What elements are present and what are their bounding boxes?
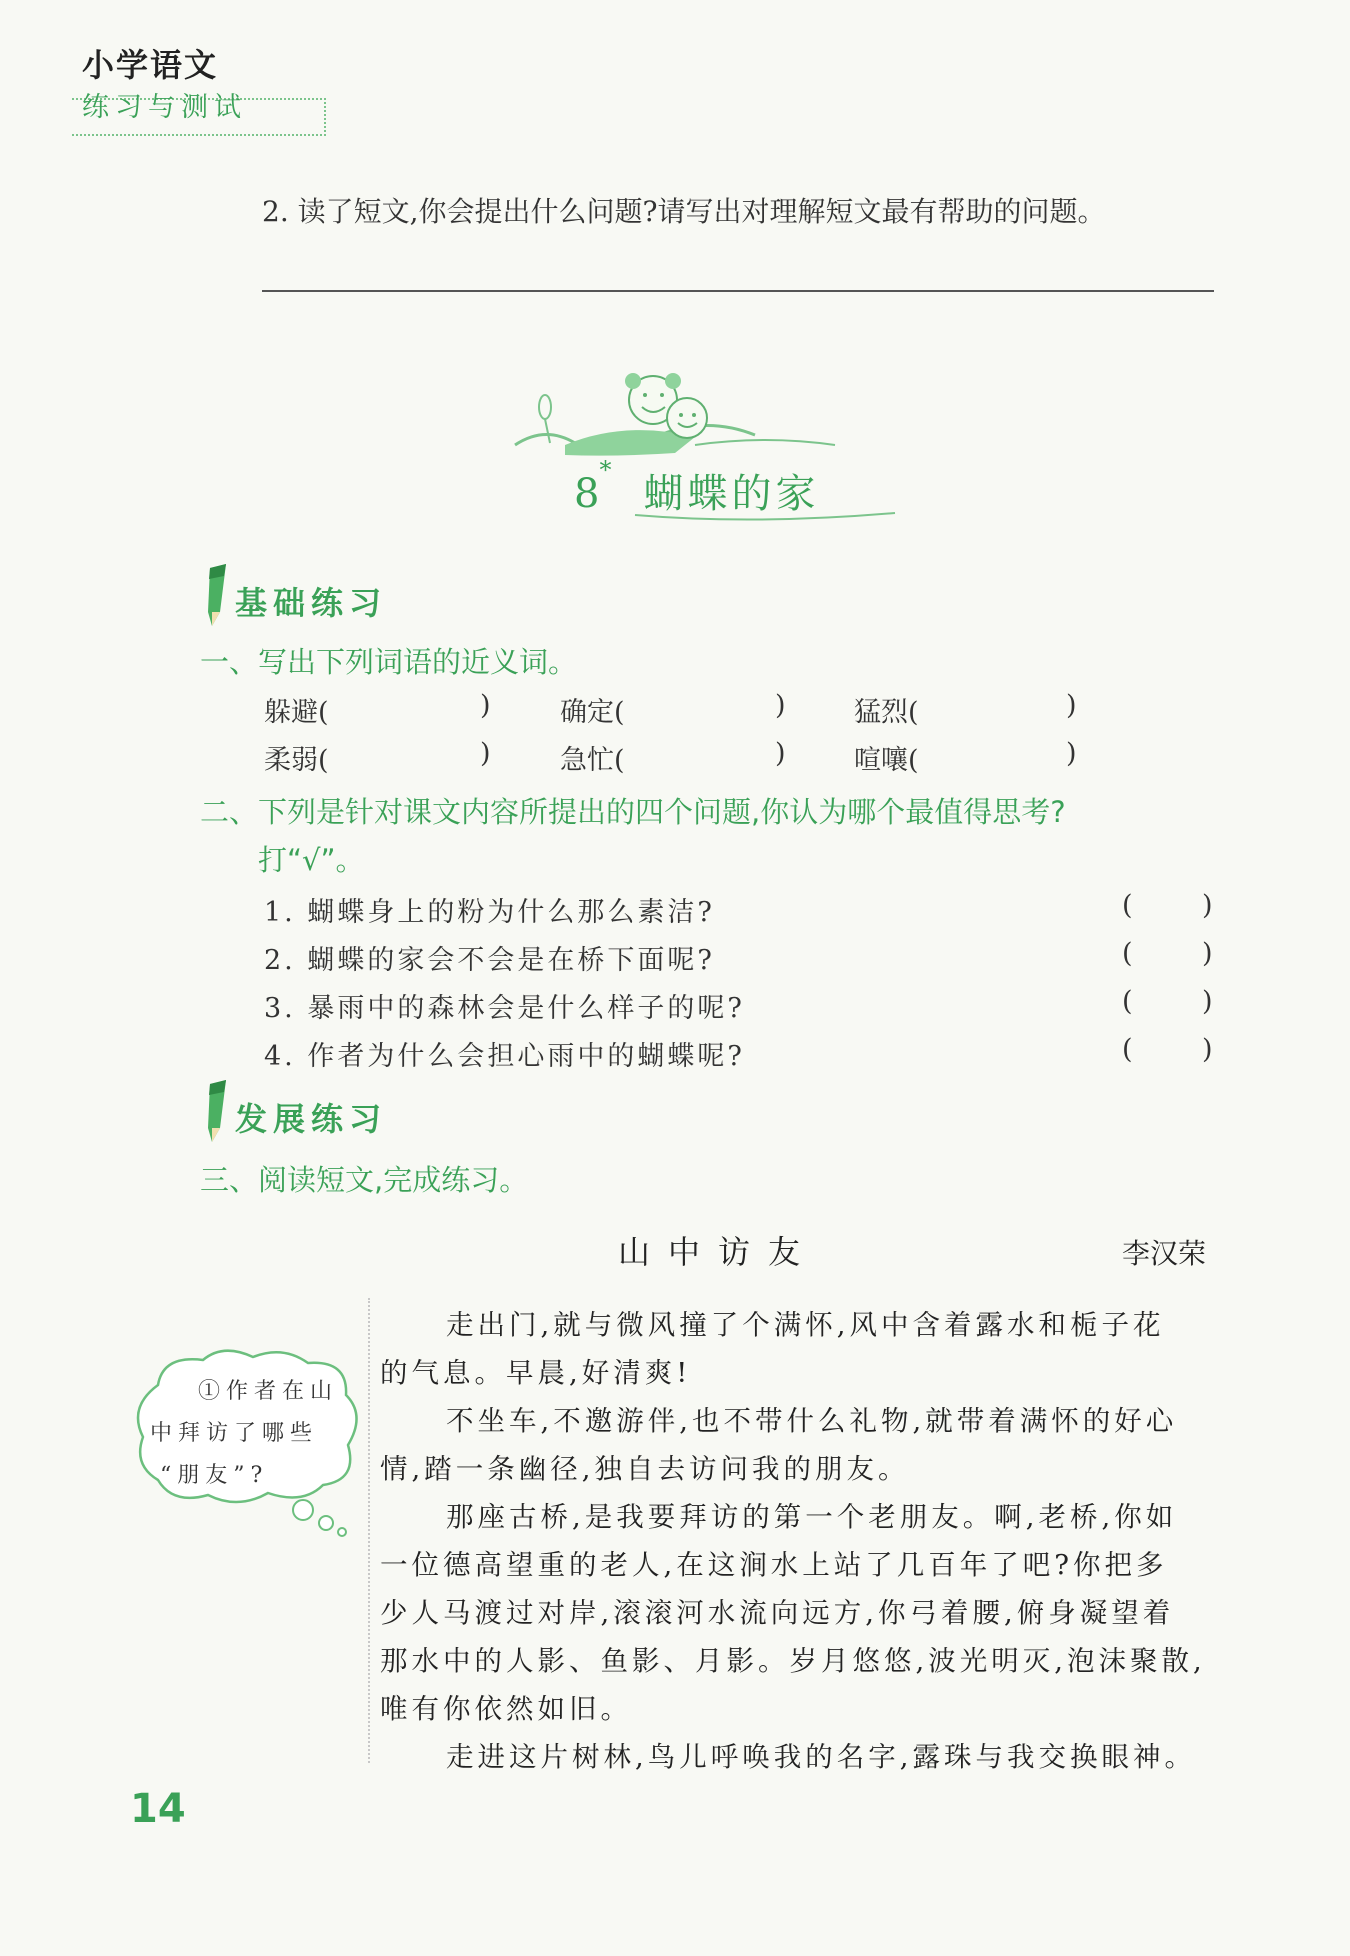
side-note-line: “朋友”?: [160, 1463, 269, 1488]
answer-close-paren: ): [1202, 986, 1213, 1017]
section-basic: 基础练习: [235, 584, 388, 622]
story-line: 情,踏一条幽径,独自去访问我的朋友。: [380, 1453, 910, 1485]
word-item: 柔弱(: [264, 745, 329, 776]
story-line: 不坐车,不邀游伴,也不带什么礼物,就带着满怀的好心: [446, 1405, 1178, 1437]
margin-separator: [368, 1298, 370, 1763]
side-note-line: ①作者在山: [198, 1379, 339, 1404]
answer-close-paren: ): [1202, 890, 1213, 921]
lesson-name: 蝴蝶的家: [643, 471, 820, 517]
page-number: 14: [130, 1786, 186, 1832]
close-paren: ): [1066, 690, 1077, 721]
question-item: 1. 蝴蝶身上的粉为什么那么素洁?: [264, 897, 715, 928]
exercise2-heading-cont: 打“√”。: [258, 843, 365, 877]
story-line: 一位德高望重的老人,在这涧水上站了几百年了吧?你把多: [380, 1549, 1168, 1581]
close-paren: ): [480, 738, 491, 769]
question-item: 4. 作者为什么会担心雨中的蝴蝶呢?: [264, 1041, 745, 1072]
story-line: 走出门,就与微风撞了个满怀,风中含着露水和栀子花: [446, 1309, 1165, 1341]
answer-open-paren: (: [1122, 986, 1133, 1017]
lesson-title: [574, 456, 820, 519]
story-line: 那座古桥,是我要拜访的第一个老朋友。啊,老桥,你如: [446, 1501, 1178, 1533]
story-line: 走进这片树林,鸟儿呼唤我的名字,露珠与我交换眼神。: [446, 1741, 1196, 1773]
series-subtitle: 练习与测试: [82, 92, 247, 123]
word-item: 猛烈(: [854, 697, 919, 728]
close-paren: ): [775, 690, 786, 721]
previous-question: 2. 读了短文,你会提出什么问题?请写出对理解短文最有帮助的问题。: [262, 195, 1106, 228]
book-header: [72, 40, 332, 135]
word-item: 喧嚷(: [854, 745, 919, 776]
story-line: 唯有你依然如旧。: [380, 1693, 632, 1725]
lesson-number: 8: [574, 471, 600, 517]
section-develop: 发展练习: [235, 1100, 388, 1138]
answer-close-paren: ): [1202, 1034, 1213, 1065]
answer-open-paren: (: [1122, 1034, 1133, 1065]
close-paren: ): [1066, 738, 1077, 769]
question-item: 3. 暴雨中的森林会是什么样子的呢?: [264, 993, 745, 1024]
word-item: 急忙(: [560, 745, 625, 776]
answer-open-paren: (: [1122, 890, 1133, 921]
story-title: 山中访友: [618, 1233, 819, 1271]
close-paren: ): [775, 738, 786, 769]
question-item: 2. 蝴蝶的家会不会是在桥下面呢?: [264, 945, 715, 976]
story-line: 的气息。早晨,好清爽!: [380, 1357, 692, 1389]
word-item: 躲避(: [264, 697, 329, 728]
answer-line: [262, 290, 1214, 292]
answer-open-paren: (: [1122, 938, 1133, 969]
pencil-icon: [200, 1078, 230, 1144]
exercise1-heading: 一、写出下列词语的近义词。: [200, 645, 578, 679]
close-paren: ): [480, 690, 491, 721]
lesson-star: *: [599, 456, 616, 484]
series-title: 小学语文: [82, 46, 219, 84]
pencil-icon: [200, 562, 230, 628]
story-author: 李汉荣: [1122, 1237, 1207, 1270]
story-line: 那水中的人影、鱼影、月影。岁月悠悠,波光明灭,泡沫聚散,: [380, 1645, 1206, 1677]
answer-close-paren: ): [1202, 938, 1213, 969]
word-item: 确定(: [560, 697, 625, 728]
story-line: 少人马渡过对岸,滚滚河水流向远方,你弓着腰,俯身凝望着: [380, 1597, 1175, 1629]
exercise3-heading: 三、阅读短文,完成练习。: [200, 1163, 529, 1197]
exercise2-heading: 二、下列是针对课文内容所提出的四个问题,你认为哪个最值得思考?: [200, 795, 1066, 829]
side-note-line: 中拜访了哪些: [150, 1421, 319, 1446]
